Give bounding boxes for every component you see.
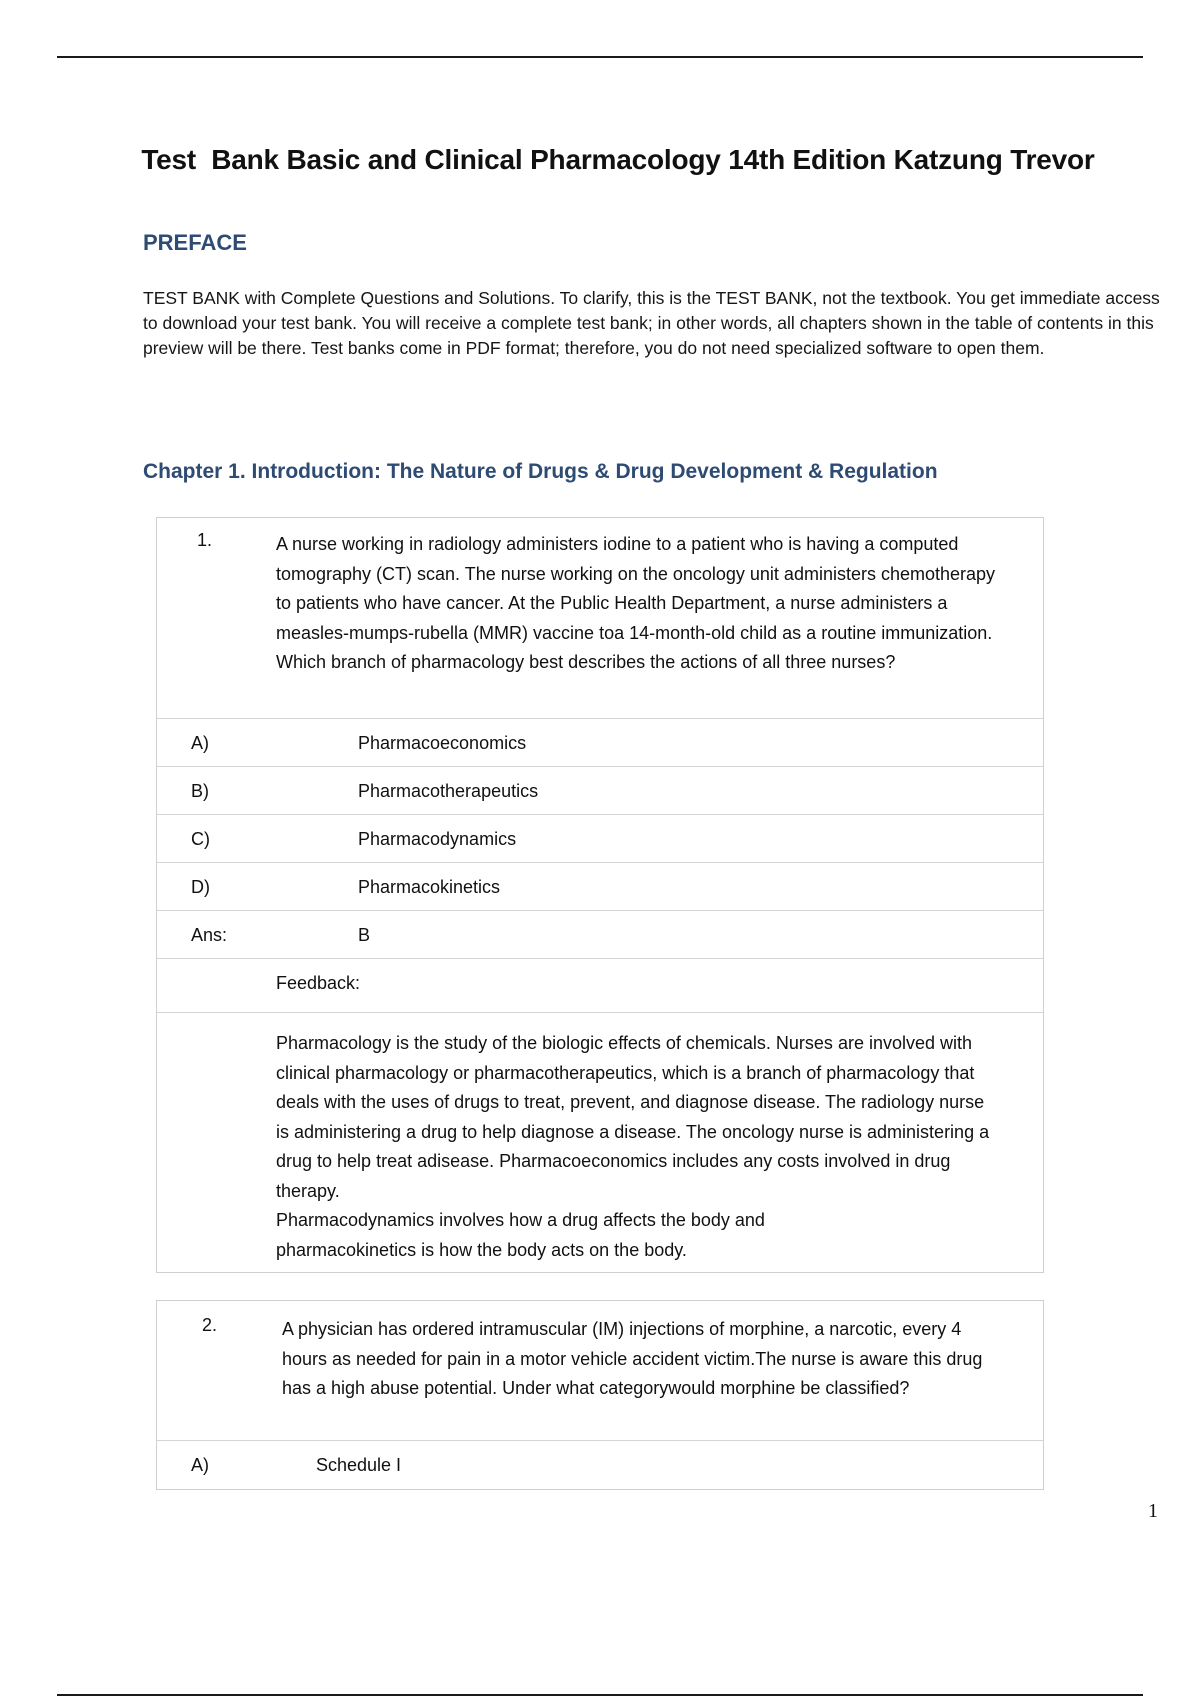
answer-row [157, 911, 1043, 959]
feedback-paragraph: Pharmacology is the study of the biologic effects of chemicals. Nurses are involved with clinical pharmacology or pharmacotherapeutics, which is a branch of pharmacology that deals with the uses of drugs to treat, prevent, and diagnose disease. The radiology nurse is administering a drug to help diagnose a disease. The oncology nurse is administering a drug to help treat adisease. Pharmacoeconomics includes any costs involved in drug therapy. [276, 1033, 990, 1201]
option-label: A) [191, 1455, 209, 1475]
option-text: Pharmacotherapeutics [358, 781, 539, 801]
question-number: 2. [202, 1315, 218, 1335]
feedback-line: Pharmacodynamics involves how a drug affects the body and [276, 1210, 765, 1230]
bottom-rule [57, 1694, 1143, 1696]
feedback-label-row [157, 959, 1043, 1013]
question-stem-row [157, 1301, 1043, 1441]
option-row-a [157, 1441, 1043, 1489]
feedback-explanation-row [157, 1013, 1043, 1272]
feedback-explanation [276, 1029, 996, 1265]
chapter-heading: Chapter 1. Introduction: The Nature of Drugs & Drug Development & Regulation [143, 460, 938, 483]
option-label: A) [191, 733, 209, 753]
question-stem: A nurse working in radiology administers iodine to a patient who is having a computed tomography (CT) scan. The nurse working on the oncology unit administers chemotherapy to patients who have cancer. At the Public Health Department, a nurse administers a measles-mumps-rubella (MMR) vaccine toa 14-month-old child as a routine immunization. Which branch of pharmacology best describes the actions of all three nurses? [276, 534, 996, 672]
top-rule [57, 56, 1143, 58]
option-text: Pharmacodynamics [358, 829, 517, 849]
option-label: C) [191, 829, 210, 849]
option-label: B) [191, 781, 209, 801]
feedback-label: Feedback: [276, 973, 361, 993]
option-text: Pharmacoeconomics [358, 733, 527, 753]
question-table-1 [156, 517, 1044, 1273]
option-row-a [157, 719, 1043, 767]
document-title: Test Bank Basic and Clinical Pharmacology 14th Edition Katzung Trevor [141, 144, 1095, 175]
question-table-2 [156, 1300, 1044, 1490]
question-stem-row [157, 518, 1043, 719]
option-row-b [157, 767, 1043, 815]
feedback-line: pharmacokinetics is how the body acts on the body. [276, 1239, 687, 1260]
option-row-d [157, 863, 1043, 911]
answer-value: B [358, 925, 371, 945]
preface-text: TEST BANK with Complete Questions and Solutions. To clarify, this is the TEST BANK, not the textbook. You get immediate access to download your test bank. You will receive a complete test bank; in other words, all chapters shown in the table of contents in this preview will be there. Test banks come in PDF format; therefore, you do not need specialized software to open them. [143, 288, 1160, 358]
option-text: Schedule I [316, 1455, 402, 1475]
page-number: 1 [1148, 1500, 1158, 1522]
question-stem: A physician has ordered intramuscular (IM) injections of morphine, a narcotic, every 4 hours as needed for pain in a motor vehicle accident victim.The nurse is aware this drug has a high abuse potential. Under what categorywould morphine be classified? [282, 1319, 983, 1398]
option-row-c [157, 815, 1043, 863]
option-text: Pharmacokinetics [358, 877, 501, 897]
answer-label: Ans: [191, 925, 228, 945]
preface-heading: PREFACE [143, 230, 247, 255]
question-number: 1. [197, 530, 213, 550]
option-label: D) [191, 877, 210, 897]
